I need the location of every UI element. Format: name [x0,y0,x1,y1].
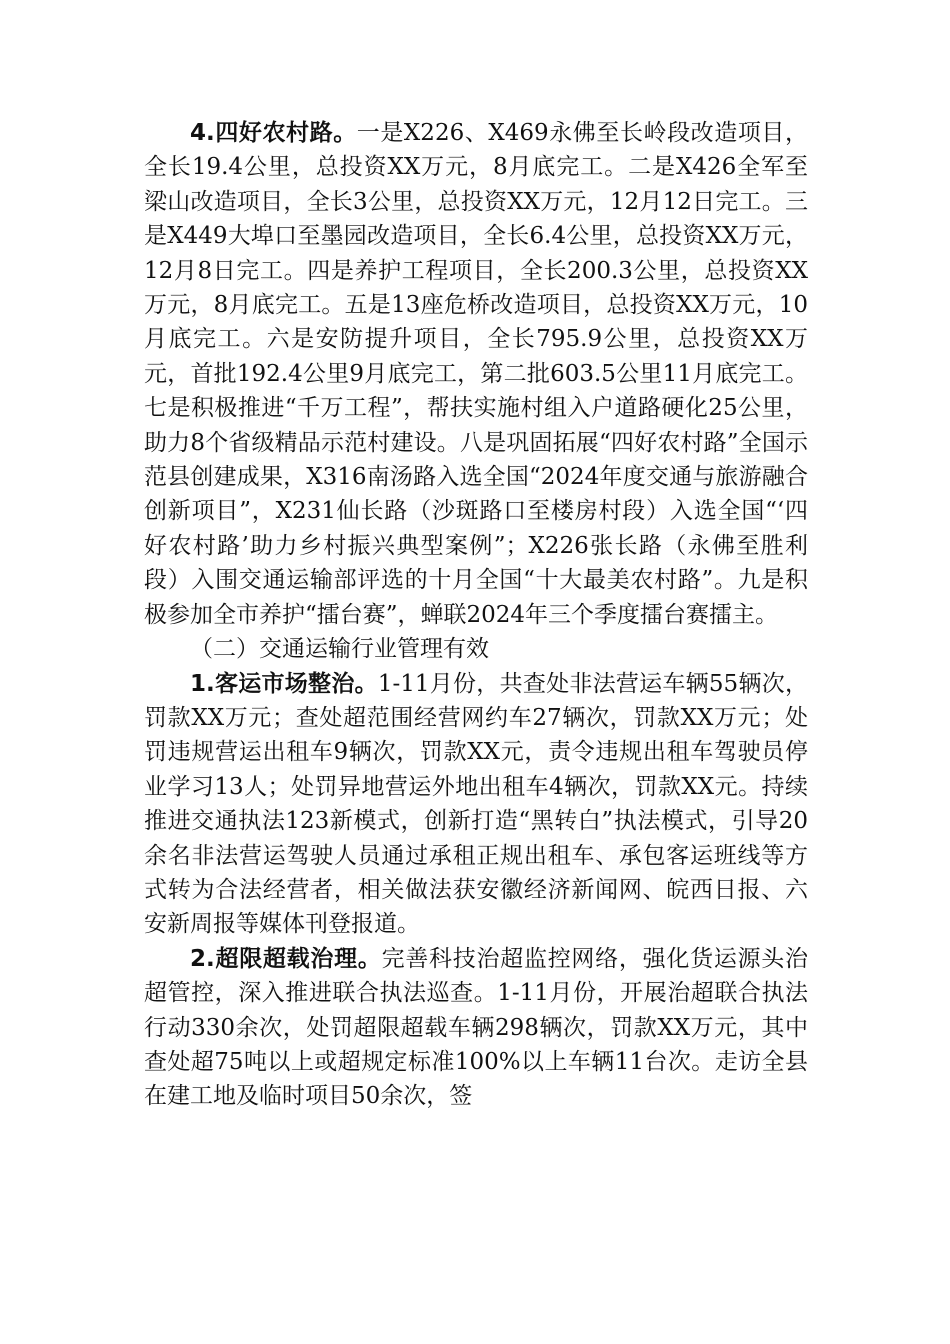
paragraph-text: 完善科技治超监控网络，强化货运源头治超管控，深入推进联合执法巡查。1-11月份，开展治超联合执法行动330余次，处罚超限超载车辆298辆次，罚款XX万元，其中查处超75吨以上或超规定标准100%以上车辆11台次。走访全县在建工地及临时项目50余次，签 [144,945,809,1110]
paragraph-lead: 2.超限超载治理。 [190,945,382,972]
paragraph-text: 一是X226、X469永佛至长岭段改造项目，全长19.4公里，总投资XX万元，8月底完工。二是X426全军至梁山改造项目，全长3公里，总投资XX万元，12月12日完工。三是X449大埠口至墨园改造项目，全长6.4公里，总投资XX万元，12月8日完工。四是养护工程项目，全长200.3公里，总投资XX万元，8月底完工。五是13座危桥改造项目，总投资XX万元，10月底完工。六是安防提升项目，全长795.9公里，总投资XX万元，首批192.4公里9月底完工，第二批603.5公里11月底完工。七是积极推进“千万工程”，帮扶实施村组入户道路硬化25公里，助力8个省级精品示范村建设。八是巩固拓展“四好农村路”全国示范县创建成果，X316南汤路入选全国“2024年度交通与旅游融合创新项目”，X231仙长路（沙斑路口至楼房村段）入选全国“‘四好农村路’助力乡村振兴典型案例”；X226张长路（永佛至胜利段）入围交通运输部评选的十月全国“十大最美农村路”。九是积极参加全市养护“擂台赛”，蝉联2024年三个季度擂台赛擂主。 [144,120,808,628]
paragraph-text: 1-11月份，共查处非法营运车辆55辆次，罚款XX万元；查处超范围经营网约车27辆次，罚款XX万元；处罚违规营运出租车9辆次，罚款XX元，责令违规出租车驾驶员停业学习13人；处罚异地营运外地出租车4辆次，罚款XX元。持续推进交通执法123新模式，创新打造“黑转白”执法模式，引导20余名非法营运驾驶人员通过承租正规出租车、承包客运班线等方式转为合法经营者，相关做法获安徽经济新闻网、皖西日报、六安新周报等媒体刊登报道。 [144,670,808,938]
paragraph-passenger-market [144,667,808,942]
paragraph-lead: 1.客运市场整治。 [190,670,378,697]
paragraph-overload-control [144,942,808,1114]
document-body [144,116,808,1114]
section-heading: （二）交通运输行业管理有效 [190,636,489,663]
paragraph-lead: 4.四好农村路。 [190,120,357,146]
paragraph-rural-roads [144,116,808,632]
